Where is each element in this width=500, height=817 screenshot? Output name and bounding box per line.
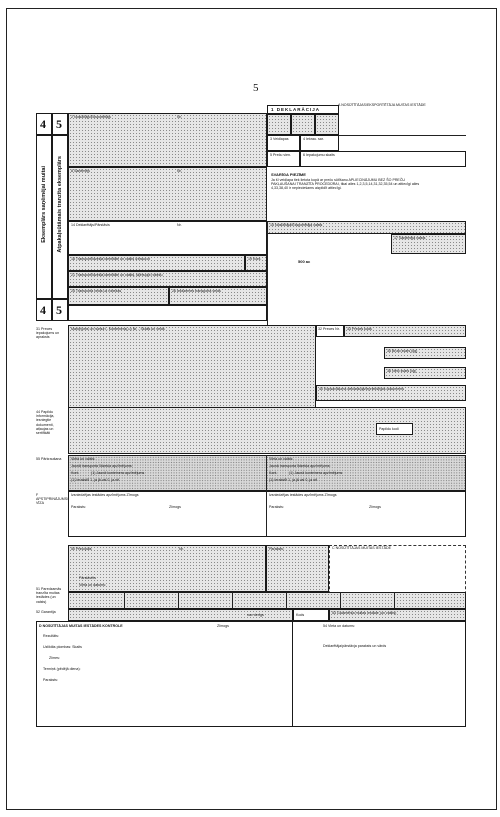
field-54-place-date[interactable]: 54 Vieta un datums: Deklarētāja/pārstāvja paraksts un vārds (293, 621, 466, 727)
field-33-commodity-code[interactable]: 33 Preces kods (344, 325, 466, 337)
transit-declaration-form (36, 105, 466, 727)
sending-office-header: A NOSŪTĪTĀJAS/EKSPORTĒTĀJA MUITAS IESTĀDE (338, 103, 426, 107)
declaration-type-cell[interactable] (291, 114, 315, 135)
field-25-transport-mode[interactable]: 25 Transporta veids uz robežas (68, 287, 169, 305)
field-32-item-no[interactable]: 32 Preces Nr. (316, 325, 344, 337)
field-17-country-destination[interactable]: 17 Saņēmēja valsts (391, 234, 466, 254)
field-31-description[interactable]: Marķējums un numuri - Konteinera(-u) Nr. - Skaits un veids (68, 325, 316, 408)
side-label-return: Atpakaļsūtāmais tranzīta eksemplārs (57, 156, 63, 253)
amount-text: 500 ac (298, 259, 311, 264)
field-signature-area[interactable]: Paraksts: (266, 545, 329, 592)
field-19-container[interactable]: 19 Kont. (245, 255, 267, 271)
field-2-consignor[interactable]: 2 Nosūtītājs/Eksportētājs Nr. (68, 113, 267, 167)
important-notice: SVARĪGA PIEZĪME Ja šī veidlapa tiek lietota kopā ar preču sūtīšanu APLIECINĀJUMU BEZ ŠO PREČU PAKĻAUŠANAI TRANZĪTA PROCEDŪRAI, tikai ailes 1,2,3,5,14,31,32,35,54 un attiecīgi ailes 4,33,38,40 ir nepieciešams aizpildīt attiecīgi. (267, 167, 466, 221)
field-52-guarantee[interactable]: nav derīgs (68, 609, 293, 621)
field-40-summary-declaration[interactable]: 40 Kopsavilkuma deklarācija/Iepriekšējais dokuments (316, 385, 466, 401)
field-6-packages[interactable]: 6 Iepakojumu skaits (300, 151, 466, 167)
side-label-box (36, 135, 52, 299)
copy-number-cell: 4 (36, 113, 52, 135)
field-38-net-mass[interactable]: 38 Neto svars (kg) (384, 367, 466, 379)
side-label-copy: Eksemplārs saņēmējai muitai (41, 166, 47, 243)
field-empty-row (68, 305, 267, 321)
copy-number-cell: 4 (36, 299, 52, 321)
field-14-declarant[interactable]: 14 Deklarētājs/Pārstāvis Nr. (68, 221, 267, 255)
field-18-transport-departure[interactable]: 18 Transportlīdzekļa identitāte un valsts izbraucot (68, 255, 245, 271)
field-4-loading-lists[interactable]: 4 Iekrau. sar. (300, 135, 339, 151)
field-51-transit-offices[interactable] (68, 592, 466, 609)
field-f-label: F APSTIPRINĀJUMS/ VĪZA (36, 493, 69, 506)
copy-number-cell: 5 (52, 113, 68, 135)
declaration-type-cell[interactable] (315, 114, 339, 135)
field-26-inland-transport[interactable]: 26 Iekšzemes transporta veids (169, 287, 267, 305)
field-55-label: 55 Pārkraušana (36, 457, 62, 461)
field-51-label: 51 Paredzamās tranzīta muitas iestādes (un valsts) (36, 587, 62, 604)
field-21-transport-border[interactable]: 21 Transportlīdzekļa identitāte un valsts, šķērsojot robežu (68, 271, 267, 287)
field-5-items[interactable]: 5 Preču vien. (267, 151, 300, 167)
field-55-transshipment[interactable]: Vieta un valsts: Vieta un valsts: Jaunā transporta līdzekļa apzīmējums: Jaunā transporta līdzekļa apzīmējums: Kont. (1) Jaunā konteinera apzīmējums Kont. (1) Jaunā konteinera apzīmējums (1) Ierakstīt 1, ja jā vai 0, ja nē. (1) Ierakstīt 1, ja jā vai 0, ja nē. (68, 455, 466, 491)
field-31-label: 31 Preces iepakojums un apraksts (36, 327, 60, 340)
field-52-code[interactable]: Kods (293, 609, 329, 621)
copy-number-cell: 5 (52, 299, 68, 321)
declaration-box: 1 DEKLARĀCIJA (267, 105, 339, 114)
declaration-type-cell[interactable] (267, 114, 291, 135)
field-50-principal[interactable]: 50 Principāls Nr. Pārstāvēts Vieta un datums: (68, 545, 266, 592)
field-f-certification[interactable]: Izsniedzējas iestādes apzīmējums Zīmogs Izsniedzējas iestādes apzīmējums Zīmogs Paraksts: Zīmogs Paraksts: Zīmogs (68, 491, 466, 537)
side-label-box (52, 135, 68, 299)
field-8-consignee[interactable]: 8 Saņēmējs Nr. (68, 167, 267, 221)
field-15-country-dispatch[interactable]: 15 Nosūtītāja/Eksportētāja valsts (267, 221, 466, 234)
field-52-label: 52 Garantija (36, 610, 56, 614)
field-44-kods[interactable]: Papildu kodi (376, 423, 413, 435)
field-c-office: C NOSŪTĪTĀJAS MUITAS IESTĀDE (332, 546, 392, 550)
field-53-destination-office[interactable]: 53 Galamērķa muitas iestāde (un valsts) (329, 609, 466, 621)
field-35-gross-mass[interactable]: 35 Bruto svars (kg) (384, 347, 466, 359)
field-44-label: 44 Papildu informācija, iesniegtie dokumenti, atļaujas un sertifikāti (36, 410, 55, 436)
field-d-control[interactable]: D NOSŪTĪTĀJAS MUITAS IESTĀDES KONTROLE Zīmogs Rezultāts: Uzliktās plombas: Skaits Zīmes: Termiņš (pēdējā diena): Paraksts: (36, 621, 293, 727)
page-number: 5 (253, 82, 259, 94)
field-3-forms[interactable]: 3 Veidlapas (267, 135, 300, 151)
